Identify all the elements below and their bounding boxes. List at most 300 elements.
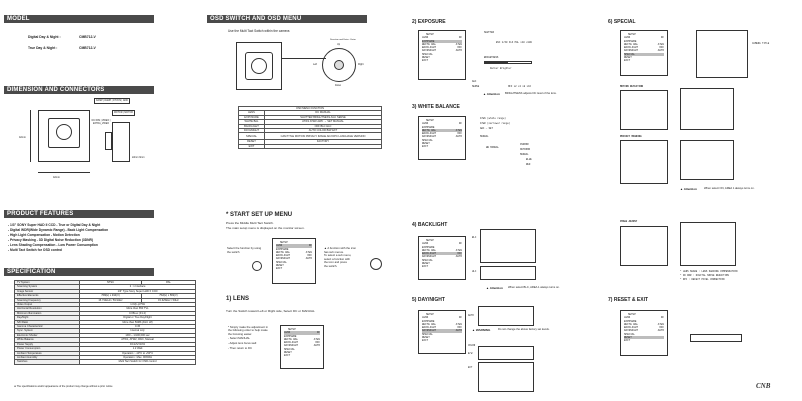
- motion-area-submenu: [680, 88, 734, 130]
- spec-row-ntsc: 768(H) x 494(V): [80, 294, 142, 298]
- osd-menu-item: BACKLIGHT: [624, 46, 639, 50]
- lens-step: - Then return to DC: [228, 346, 253, 351]
- spec-row-value: ATW1, ATW2, AWC, Manual: [80, 338, 196, 342]
- osd-menu-item: SETUP: [628, 33, 636, 36]
- osd-menu-item: SPECIAL: [284, 347, 295, 351]
- special-attention-text-label: Attention: [683, 187, 697, 191]
- osd-function-title: OSD MENU FUNCTION: [239, 107, 382, 111]
- osd-menu-item: DAY&NIGHT: [624, 329, 639, 333]
- osd-menu-item: BACKLIGHT: [624, 326, 639, 330]
- spec-row-label: S/N Ratio: [15, 320, 80, 324]
- osd-menu-item: EXIT: [624, 339, 631, 343]
- exposure-attention-text: BRIGHTNESS adjusts DC level of the lens.: [505, 92, 557, 95]
- osd-menu-item: EXPOSURE: [422, 39, 435, 43]
- spec-row-value: Digital or True Day/Night: [80, 316, 196, 320]
- osd-menu-item: DAY&NIGHT: [284, 344, 299, 348]
- osd-function-options: OFF BLC HLC: [265, 124, 382, 128]
- osd-menu-value: OFF: [457, 252, 462, 256]
- osd-menu-value: AUTO: [455, 329, 462, 333]
- osd-menu-value: AUTO: [455, 135, 462, 139]
- osd-menu-item: BACKLIGHT: [422, 252, 437, 256]
- motion-osd-menu: [620, 90, 668, 130]
- spec-row-value: DC12V±10%: [80, 342, 196, 346]
- osd-menu-value: DC: [458, 36, 462, 40]
- spec-row-label: Electronic Shutter: [15, 333, 80, 337]
- dim-width-label: 42mm: [53, 176, 60, 179]
- model-row-digital-label: Digital Day & Night :: [28, 35, 61, 39]
- spec-row-value: 0.45: [80, 325, 196, 329]
- osd-function-options: AUTO COLOR B/W EXT: [265, 129, 382, 133]
- osd-menu-item: DAY&NIGHT: [624, 49, 639, 53]
- reset-exit-header: 7) RESET & EXIT: [608, 297, 649, 303]
- tact-switch-center[interactable]: [334, 60, 344, 70]
- backlight-osd-menu: [418, 236, 466, 280]
- spec-header: SPECIFICATION: [4, 268, 154, 276]
- startup-callout-line: the switch.: [324, 263, 338, 268]
- osd-menu-value: AUTO: [657, 329, 664, 333]
- startup-osd-menu: [272, 238, 316, 284]
- osd-menu-value: OFF: [659, 46, 664, 50]
- spec-row-value: 0.05Lux (F1.2): [80, 311, 196, 315]
- special-camtitle-label: CAMERA TITLE: [752, 42, 770, 45]
- spec-row-label: Horizontal Resolution: [15, 307, 80, 311]
- spec-row-label: Gamma Characteristic: [15, 325, 80, 329]
- spec-row-label: Effective Elements: [15, 294, 80, 298]
- osd-menu-value: DC: [660, 36, 664, 40]
- osd-menu-item: RESET: [624, 56, 632, 60]
- camera-lens-icon: [251, 58, 267, 74]
- osd-menu-value: ATW1: [657, 42, 664, 46]
- osd-menu-item: EXPOSURE: [422, 319, 435, 323]
- lens-header: 1) LENS: [226, 296, 250, 302]
- osd-menu-item: LENS: [422, 242, 429, 246]
- spec-row-value: 1/3" Type Sony Super HAD II CCD: [80, 289, 196, 293]
- osd-menu-item: SPECIAL: [276, 260, 287, 264]
- daynight-warning-label: [472, 328, 490, 332]
- osd-menu-item: SETUP: [426, 33, 434, 36]
- osd-menu-value: OFF: [457, 46, 462, 50]
- spec-row-label: Scanning System: [15, 285, 80, 289]
- osd-function-name: EXPOSURE: [239, 115, 265, 119]
- spec-row-value: 2 : 1 Interlace: [80, 285, 196, 289]
- exposure-header: 2) EXPOSURE: [412, 19, 446, 25]
- image-adjust-submenu: [680, 222, 736, 266]
- spec-row-label: Minimum Illumination: [15, 311, 80, 315]
- osd-function-options: SHUTTER BRIGHTNESS AGC SENSE: [265, 115, 382, 119]
- daynight-ext-label: EXT: [468, 366, 473, 369]
- wb-indoor: INDOOR: [520, 143, 529, 146]
- spec-row-label: Power Supply: [15, 342, 80, 346]
- feature-item: - Privacy Masking - 3D Digital Noise Reduction (3DNR): [8, 238, 94, 242]
- osd-menu-item: EXPOSURE: [276, 247, 289, 251]
- daynight-header: 5) DAY/NIGHT: [412, 297, 445, 303]
- osd-menu-item: LENS: [624, 316, 631, 320]
- osd-function-options: FACTORY: [265, 140, 382, 144]
- osd-menu-item: EXIT: [422, 145, 429, 149]
- spec-table: [14, 280, 196, 365]
- osd-menu-item: BACKLIGHT: [422, 326, 437, 330]
- spec-row-label: Day/Night: [15, 316, 80, 320]
- spec-row-label: Scanning Frequency: [15, 298, 80, 302]
- switch-left-label: Left: [313, 63, 317, 66]
- lens-step: * Simply make the adjustment in the following order to help make the focusing easier.: [228, 325, 268, 336]
- osd-function-name: WHITE BAL: [239, 120, 265, 124]
- ext-submenu: [478, 362, 534, 392]
- osd-menu-row[interactable]: [624, 59, 664, 62]
- osd-menu-value: OFF: [307, 254, 312, 258]
- osd-menu-item: SETUP: [288, 328, 296, 331]
- hlc-submenu: [480, 266, 536, 280]
- osd-menu-item: BACKLIGHT: [284, 341, 299, 345]
- osd-menu-row[interactable]: [422, 145, 462, 148]
- osd-menu-value: ATW1: [657, 322, 664, 326]
- privacy-area-submenu: [680, 140, 734, 180]
- brand-logo: CNB: [756, 382, 771, 390]
- bw-submenu: [478, 346, 534, 360]
- image-adjust-osd-menu: [620, 226, 668, 266]
- spec-row-ntsc: 15.734kHz / 59.94Hz: [80, 298, 142, 302]
- spec-row-label: Ambient Temperature: [15, 351, 80, 355]
- switch-down-label: Down: [335, 84, 342, 87]
- wb-awc: AWC → SET: [480, 127, 493, 130]
- osd-menu-item: LENS: [284, 331, 291, 335]
- white-balance-header: 3) WHITE BALANCE: [412, 104, 460, 110]
- wb-manual: MANUAL: [480, 135, 489, 138]
- osd-menu-value: DC: [316, 331, 320, 335]
- lens-step: - Select MANUAL: [228, 335, 250, 340]
- exposure-brightness-label: BRIGHTNESS: [484, 56, 499, 59]
- osd-switch-intro: Use the Multi Tact Switch within the camera: [228, 29, 290, 33]
- wb-outdoor: OUTDOOR: [520, 148, 531, 151]
- model-row-true-label: True Day & Night :: [28, 46, 58, 50]
- osd-menu-value: DC: [458, 122, 462, 126]
- backlight-attention-text-label: Attention: [489, 286, 503, 290]
- osd-menu-item: WHITE BAL: [624, 42, 639, 46]
- daynight-osd-menu: [418, 310, 466, 354]
- daynight-warning-text-label: WARNING: [475, 328, 491, 332]
- osd-menu-item: SETUP: [426, 313, 434, 316]
- spec-row-value: 1.0Vp-p/75Ω: [80, 303, 196, 307]
- wb-atw2: ATW2 (narrower range): [480, 122, 511, 125]
- blc-submenu: [480, 229, 536, 263]
- spec-row-label: Sync. System: [15, 329, 80, 333]
- osd-menu-item: BACKLIGHT: [276, 254, 291, 258]
- special-motion-label: MOTION DETECTION: [620, 85, 643, 88]
- osd-menu-item: RESET: [422, 262, 430, 266]
- dim-conn1-label: DAMP | DAMP | OTVOS | GND: [96, 100, 128, 102]
- osd-function-row: [239, 133, 382, 140]
- dim-conn2-label: MOTOR | MOTOR: [114, 112, 133, 114]
- white-balance-osd-menu: [418, 116, 466, 160]
- osd-menu-item: WHITE BAL: [276, 250, 291, 254]
- warning-icon: ▲: [483, 92, 487, 96]
- wb-manual2: MANUAL: [520, 153, 529, 156]
- osd-menu-item: SETUP: [280, 241, 288, 244]
- feature-item: - High Light Compensation - Motion Detection: [8, 233, 80, 237]
- model-header: MODEL: [4, 15, 154, 23]
- spec-row: [15, 360, 196, 364]
- osd-menu-item: EXPOSURE: [624, 319, 637, 323]
- osd-menu-item: EXPOSURE: [284, 334, 297, 338]
- osd-menu-item: SETUP: [426, 239, 434, 242]
- spec-row-label: TV System: [15, 281, 80, 285]
- special-attention-label: [680, 187, 697, 191]
- lens-steps: [228, 326, 272, 352]
- backlight-attention-label: [486, 286, 503, 290]
- features-header: PRODUCT FEATURES: [4, 210, 154, 218]
- image-adjust-label: IMAGE ADJUST: [620, 220, 638, 223]
- startup-line2: The main setup menu is displayed on the monitor screen.: [226, 226, 305, 230]
- osd-menu-item: SPECIAL: [422, 332, 433, 336]
- wb-blue: BLUE: [526, 158, 532, 161]
- osd-menu-item: SPECIAL: [422, 52, 433, 56]
- wb-mode: WB MANUAL: [486, 146, 499, 149]
- startup-callout-line: has sub menus.: [324, 249, 344, 254]
- osd-menu-row[interactable]: [276, 267, 312, 270]
- lens-step: - Adjust lens focus well: [228, 341, 257, 346]
- spec-row-pal: PAL: [141, 281, 195, 285]
- spec-row-value: More than 650 TVL: [80, 307, 196, 311]
- image-adjust-note: * LENS SHADE : LENS SHADING COMPENSATION: [680, 270, 738, 273]
- osd-menu-item: SPECIAL: [624, 332, 635, 336]
- osd-menu-item: BACKLIGHT: [422, 46, 437, 50]
- osd-menu-item: SPECIAL: [624, 52, 635, 56]
- osd-menu-value: OFF: [315, 341, 320, 345]
- exposure-shutter-options: ESC 1/60 FLK PAL x10 x100: [496, 41, 532, 44]
- wb-red: RED: [526, 163, 531, 166]
- dim-depth-label: 22mm 9mm: [132, 156, 145, 159]
- warning-icon: ▲: [680, 187, 684, 191]
- spec-row-value: 1.2 Watt: [80, 347, 196, 351]
- feature-item: - 1/3" SONY Super HAD II CCD - True or Digital Day & Night: [8, 223, 101, 227]
- osd-menu-value: ATW1: [455, 248, 462, 252]
- osd-menu-row[interactable]: [624, 339, 664, 342]
- startup-switch-icon[interactable]: [252, 261, 262, 271]
- daynight-warning-text: Do not change the above factory set levels.: [498, 328, 550, 331]
- auto-submenu: [478, 306, 534, 326]
- feature-item: - Lens Shading Compensation - Low Power Consumption: [8, 243, 98, 247]
- osd-menu-item: SETUP: [426, 119, 434, 122]
- osd-menu-item: WHITE BAL: [422, 248, 437, 252]
- osd-menu-value: ATW1: [455, 42, 462, 46]
- osd-menu-value: ATW1: [455, 322, 462, 326]
- exposure-sense-label: SENSE: [472, 85, 480, 88]
- startup-select: Select the function by using the switch: [227, 246, 262, 254]
- special-osd-menu: [620, 30, 668, 76]
- dim-height-label: 42mm: [19, 136, 26, 139]
- warning-icon: ▲: [486, 286, 490, 290]
- osd-menu-item: EXIT: [284, 354, 291, 358]
- osd-menu-item: WHITE BAL: [624, 322, 639, 326]
- osd-function-name: BACKLIGHT: [239, 124, 265, 128]
- osd-menu-item: SPECIAL: [422, 138, 433, 142]
- startup-callout-line: ▲ A function with the icon: [324, 246, 356, 250]
- exposure-osd-menu: [418, 30, 466, 80]
- osd-menu-row[interactable]: [422, 265, 462, 268]
- osd-function-name: RESET: [239, 140, 265, 144]
- lens-circle-icon: [56, 124, 72, 140]
- osd-menu-item: SPECIAL: [422, 258, 433, 262]
- model-row-digital-value: CMB712-V: [79, 35, 96, 39]
- startup-switch-icon-2[interactable]: [370, 258, 382, 270]
- spec-row-label: Ambient Humidity: [15, 355, 80, 359]
- spec-row-label: Video Output: [15, 303, 80, 307]
- osd-menu-item: WHITE BAL: [284, 337, 299, 341]
- osd-function-options: CAM TITLE MOTION PRIVACY IMAGE ADJ DPC LANGUAGE VERSION: [265, 133, 382, 140]
- osd-menu-item: BACKLIGHT: [422, 132, 437, 136]
- osd-function-options: ATW1 ATW2 AWC → SET MANUAL: [265, 120, 382, 124]
- osd-menu-item: DAY&NIGHT: [422, 255, 437, 259]
- osd-menu-item: WHITE BAL: [422, 322, 437, 326]
- osd-menu-row[interactable]: [422, 339, 462, 342]
- osd-menu-item: EXPOSURE: [422, 125, 435, 129]
- wb-atw1: ATW1 (white range): [480, 117, 506, 120]
- osd-menu-item: DAY&NIGHT: [422, 135, 437, 139]
- osd-menu-item: LENS: [624, 36, 631, 40]
- warning-icon: ▲: [472, 328, 476, 332]
- spec-row-label: White Balance: [15, 338, 80, 342]
- osd-menu-row[interactable]: [422, 59, 462, 62]
- osd-menu-value: ATW1: [313, 337, 320, 341]
- osd-menu-value: AUTO: [657, 49, 664, 53]
- startup-callout-line: To select a sub menu,: [324, 253, 352, 258]
- factory-submenu: [690, 334, 742, 342]
- osd-menu-item: EXIT: [422, 59, 429, 63]
- daynight-bw-label: B/W: [468, 352, 473, 355]
- osd-menu-item: EXIT: [422, 339, 429, 343]
- osd-menu-item: DAY&NIGHT: [422, 329, 437, 333]
- osd-menu-item: DAY&NIGHT: [276, 257, 291, 261]
- spec-row-value: Operation : Max. 90%RH: [80, 355, 196, 359]
- osd-menu-value: DC: [308, 244, 312, 248]
- model-row-true-value: CMB712-V: [79, 46, 96, 50]
- osd-menu-value: AUTO: [305, 257, 312, 261]
- exposure-attention-text-label: Attention: [486, 92, 500, 96]
- osd-menu-item: LENS: [276, 244, 283, 248]
- osd-menu-value: DC: [458, 316, 462, 320]
- spec-row-value: Internal only: [80, 329, 196, 333]
- exposure-attention-label: [483, 92, 500, 96]
- spec-note: ※ The specifications and/or appearance of the product may change without a prior notice: [14, 385, 113, 388]
- osd-menu-item: LENS: [422, 316, 429, 320]
- osd-function-name: DAY&NIGHT: [239, 129, 265, 133]
- osd-menu-value: AUTO: [313, 344, 320, 348]
- reset-osd-menu: [620, 310, 668, 356]
- backlight-blc-label: BLC: [472, 236, 477, 239]
- osd-menu-item: RESET: [284, 351, 292, 355]
- spec-row-value: Multi Tact Switch for OSD control: [80, 360, 196, 364]
- osd-menu-value: AUTO: [455, 49, 462, 53]
- osd-menu-value: AUTO: [455, 255, 462, 259]
- feature-item: - Digital WDR(Wide Dynamic Range) - Back Light Compensation: [8, 228, 109, 232]
- daynight-auto-label: AUTO: [468, 314, 474, 317]
- dim-pcb-label: DC IRIS | VIDEO | EXTRA_VIDEO: [91, 120, 111, 125]
- osd-menu-value: OFF: [457, 326, 462, 330]
- spec-row-label: Power Consumption: [15, 347, 80, 351]
- board-side-outline: [112, 122, 130, 162]
- exposure-sense-values: OFF x2 x4 x8 x16: [508, 85, 531, 88]
- spec-row-value: 1/60 ~ 1/100,000 sec: [80, 333, 196, 337]
- osd-menu-item: EXIT: [276, 267, 283, 271]
- spec-row-label: Switches: [15, 360, 80, 364]
- osd-function-name: LENS: [239, 111, 265, 115]
- brightness-bar[interactable]: [484, 61, 532, 64]
- image-adjust-note: * DPC : DEFECT PIXEL CORRECTION: [680, 278, 725, 281]
- privacy-osd-menu: [620, 140, 668, 184]
- spec-row-label: Image Sensor: [15, 289, 80, 293]
- osd-menu-value: DC: [458, 242, 462, 246]
- spec-row-value: More than 50dB (AGC off): [80, 320, 196, 324]
- spec-row-value: Operation : -10°C to +50°C: [80, 351, 196, 355]
- switch-direction-label: Direction and Enter : Enter: [330, 39, 356, 41]
- osd-menu-item: LENS: [422, 36, 429, 40]
- switch-up-label: Up: [337, 43, 341, 46]
- startup-line1: Press the Middle Multi Tact Switch.: [226, 221, 274, 225]
- image-adjust-note: * 3D DNR : DIGITAL NOISE REDUCTION: [680, 274, 729, 277]
- startup-header: * START SET UP MENU: [226, 212, 293, 218]
- osd-menu-item: WHITE BAL: [422, 42, 437, 46]
- osd-menu-item: RESET: [422, 336, 430, 340]
- osd-menu-value: OFF: [457, 132, 462, 136]
- board-side-lens: [105, 132, 112, 150]
- backlight-hlc-label: HLC: [472, 270, 477, 273]
- startup-callout: [324, 247, 356, 269]
- dimension-header: DIMENSION AND CONNECTORS: [4, 86, 154, 94]
- startup-callout-line: select a function with: [324, 256, 350, 261]
- osd-menu-item: DAY&NIGHT: [422, 49, 437, 53]
- osd-menu-value: OFF: [659, 326, 664, 330]
- osd-menu-item: RESET: [624, 336, 632, 340]
- backlight-attention-text: When select BLC, AREA 1 always turns on.: [508, 286, 560, 289]
- osd-function-name: SPECIAL: [239, 133, 265, 140]
- exposure-agc-label: AGC: [472, 80, 477, 83]
- startup-callout-line: the icon and press: [324, 260, 347, 265]
- osd-menu-value: ATW1: [455, 128, 462, 132]
- spec-row-pal: 15.625kHz / 50Hz: [141, 298, 195, 302]
- exposure-shutter-label: SHUTTER: [484, 31, 495, 34]
- special-header: 6) SPECIAL: [608, 19, 636, 25]
- osd-menu-item: RESET: [276, 264, 284, 268]
- osd-menu-item: LENS: [422, 122, 429, 126]
- osd-function-name: EXIT: [239, 144, 265, 148]
- osd-menu-item: RESET: [422, 56, 430, 60]
- spec-row-pal: 752(H) x 582(V): [141, 294, 195, 298]
- osd-function-options: DC MANUAL: [265, 111, 382, 115]
- osd-menu-row[interactable]: [284, 354, 320, 357]
- exposure-brightness-range: Darker Brighter: [490, 67, 512, 70]
- osd-menu-value: DC: [660, 316, 664, 320]
- camtitle-submenu: [696, 30, 748, 78]
- spec-row-ntsc: NTSC: [80, 281, 142, 285]
- osd-function-row: [239, 144, 382, 148]
- osd-menu-item: EXIT: [422, 265, 429, 269]
- special-attention-text: When select ON, AREA 1 always turns on.: [704, 187, 755, 190]
- lens-desc: Turn the Switch toward Left or Right side, Select DC or MANUAL: [226, 309, 315, 313]
- osd-menu-item: WHITE BAL: [422, 128, 437, 132]
- switch-right-label: Right: [358, 63, 364, 66]
- backlight-header: 4) BACKLIGHT: [412, 222, 448, 228]
- osd-switch-header: OSD SWITCH AND OSD MENU: [207, 15, 367, 23]
- osd-menu-item: RESET: [422, 142, 430, 146]
- osd-menu-item: EXPOSURE: [422, 245, 435, 249]
- lens-osd-menu: [280, 325, 324, 369]
- osd-menu-item: EXPOSURE: [624, 39, 637, 43]
- osd-menu-item: SETUP: [628, 313, 636, 316]
- osd-function-table: [238, 106, 382, 149]
- daynight-color-label: COLOR: [468, 344, 476, 347]
- osd-menu-item: EXIT: [624, 59, 631, 63]
- special-privacy-label: PRIVACY MASKING: [620, 135, 642, 138]
